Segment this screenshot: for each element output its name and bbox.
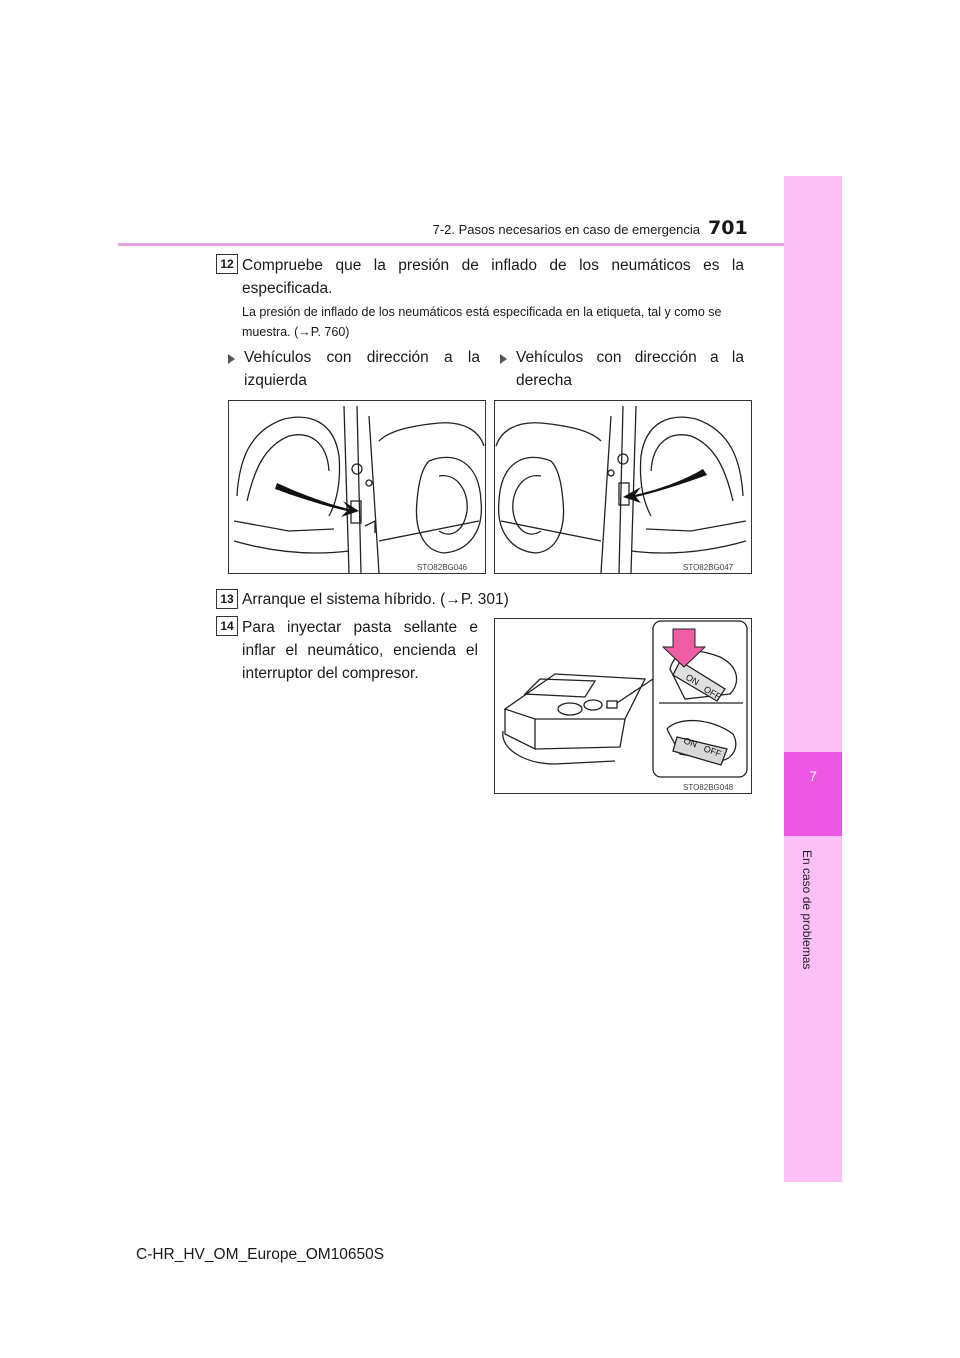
- step-badge-12: 12: [216, 254, 238, 274]
- figure-code-right: STO82BG047: [683, 563, 734, 572]
- header-divider: [118, 243, 840, 246]
- step-13-text: Arranque el sistema híbrido. (→P. 301): [242, 591, 509, 608]
- chapter-number: 7: [809, 768, 817, 784]
- chapter-number-box: [784, 752, 842, 836]
- door-pillar-illustration: [495, 401, 751, 573]
- door-pillar-illustration: [229, 401, 485, 573]
- figure-right-drive-door: [494, 400, 752, 574]
- figure-caption-left: [228, 346, 480, 392]
- caption-left-text: Vehículos con dirección a la izquierda: [244, 349, 480, 389]
- triangle-bullet-icon: [228, 354, 235, 364]
- step-12-text: Compruebe que la presión de inflado de los neumáticos es la especificada.: [242, 257, 744, 297]
- document-footer: C-HR_HV_OM_Europe_OM10650S: [136, 1246, 385, 1263]
- step-12-subtext: La presión de inflado de los neumáticos está especificada en la etiqueta, tal y como se muestra. (→P. 760): [242, 305, 722, 339]
- page-number: 701: [708, 217, 748, 239]
- step-badge-14: 14: [216, 616, 238, 636]
- triangle-bullet-icon: [500, 354, 507, 364]
- step-14-text: Para inyectar pasta sellante e inflar el neumático, encienda el interruptor del compresor.: [242, 619, 478, 682]
- chapter-title-text: En caso de problemas: [800, 850, 814, 970]
- figure-left-drive-door: [228, 400, 486, 574]
- figure-code-left: STO82BG046: [417, 563, 468, 572]
- switch-on-label-top: ON: [684, 672, 701, 688]
- figure-code-compressor: STO82BG048: [683, 783, 734, 792]
- compressor-illustration: [495, 619, 751, 793]
- switch-on-label-bottom: ON: [682, 735, 699, 750]
- step-badge-13: 13: [216, 589, 238, 609]
- switch-off-label-top: OFF: [702, 684, 723, 702]
- figure-caption-right: [500, 346, 744, 392]
- figure-compressor-switch: [494, 618, 752, 794]
- switch-off-label-bottom: OFF: [702, 743, 723, 760]
- chapter-title: [800, 850, 820, 1050]
- caption-right-text: Vehículos con dirección a la derecha: [516, 349, 744, 389]
- section-title: 7-2. Pasos necesarios en caso de emergencia: [432, 222, 700, 237]
